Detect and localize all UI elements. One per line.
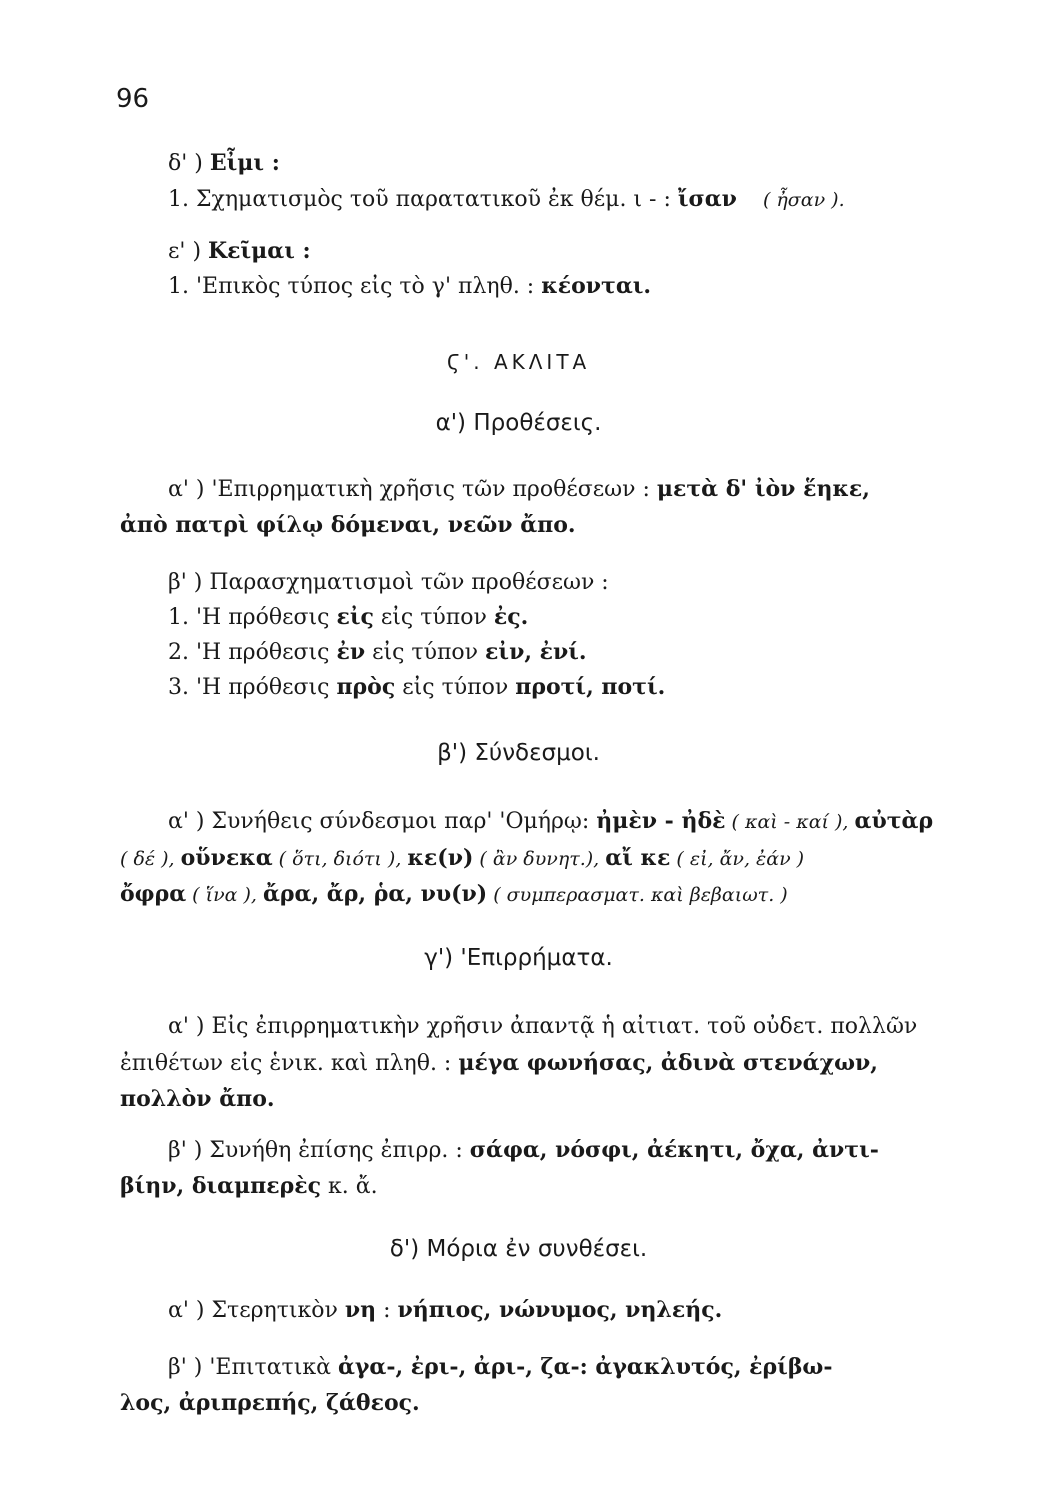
keimai-heading bbox=[168, 238, 988, 265]
protheseis-b-item-1 bbox=[168, 604, 988, 631]
protheseis-b-heading: β' ) Παρασχηματισμοὶ τῶν προθέσεων : bbox=[168, 570, 609, 595]
syndesmoi-a-bold-2: αὐτὰρ bbox=[854, 808, 934, 834]
syndesmoi-line-1 bbox=[168, 808, 988, 835]
epirrimata-a-l2-text: ἐπιθέτων εἰς ἑνικ. καὶ πληθ. : bbox=[120, 1051, 459, 1076]
syndesmoi-l2-bold-2: κε(ν) bbox=[407, 845, 474, 871]
syndesmoi-l2-ital-1: ( δέ ), bbox=[120, 848, 181, 870]
eimi-item-1-bold: ἴσαν bbox=[677, 186, 737, 212]
epirrimata-a-line-1: α' ) Εἰς ἐπιρρηματικὴν χρῆσιν ἀπαντᾷ ἡ αἰτιατ. τοῦ οὐδετ. πολλῶν bbox=[168, 1014, 918, 1039]
eimi-item-1 bbox=[168, 186, 988, 213]
syndesmoi-l2-ital-3: ( ἂν δυνητ.), bbox=[473, 848, 606, 870]
eimi-label: δ' ) bbox=[168, 151, 210, 176]
syndesmoi-a-text: α' ) Συνήθεις σύνδεσμοι παρ' 'Ομήρῳ: bbox=[168, 809, 597, 834]
keimai-label: ε' ) bbox=[168, 239, 209, 264]
syndesmoi-a-bold-1: ἠμὲν - ἠδὲ bbox=[596, 808, 726, 834]
syndesmoi-l3-bold-1: ὄφρα bbox=[120, 881, 187, 907]
protheseis-b1-mid: εἰς τύπον bbox=[373, 605, 494, 630]
protheseis-a-line-1 bbox=[168, 476, 988, 503]
epirrimata-a-line-3: πολλὸν ἄπο. bbox=[120, 1086, 275, 1112]
protheseis-a-text: α' ) 'Επιρρηματικὴ χρῆσις τῶν προθέσεων : bbox=[168, 477, 657, 502]
protheseis-b3-bold2: προτί, ποτί. bbox=[515, 674, 666, 700]
moria-a-text: α' ) Στερητικὸν bbox=[168, 1298, 345, 1323]
protheseis-b-item-2 bbox=[168, 639, 988, 666]
keimai-item-1-bold: κέονται. bbox=[541, 273, 652, 299]
moria-a-bold-2: νήπιος, νώνυμος, νηλεής. bbox=[397, 1297, 723, 1323]
epirrimata-b-bold: σάφα, νόσφι, ἀέκητι, ὄχα, ἀντι- bbox=[469, 1137, 879, 1163]
keimai-word: Κεῖμαι : bbox=[208, 238, 311, 264]
protheseis-a-line-2: ἀπὸ πατρὶ φίλῳ δόμεναι, νεῶν ἄπο. bbox=[120, 512, 576, 538]
syndesmoi-l3-bold-2: ἄρα, ἄρ, ῥα, νυ(ν) bbox=[263, 881, 488, 907]
moria-b-line-2: λος, ἀριπρεπής, ζάθεος. bbox=[120, 1390, 420, 1416]
epirrimata-b-line-1 bbox=[168, 1137, 988, 1164]
eimi-item-1-text: 1. Σχηματισμὸς τοῦ παρατατικοῦ ἐκ θέμ. ι - : bbox=[168, 187, 678, 212]
moria-b-bold: ἀγα-, ἐρι-, ἀρι-, ζα-: ἀγακλυτός, ἐρίβω- bbox=[337, 1354, 833, 1380]
syndesmoi-l3-ital-2: ( συμπερασματ. καὶ βεβαιωτ. ) bbox=[487, 884, 788, 906]
epirrimata-b-line-2 bbox=[120, 1173, 940, 1200]
syndesmoi-l2-ital-4: ( εἰ, ἄν, ἐάν ) bbox=[670, 848, 805, 870]
epirrimata-b-text: β' ) Συνήθη ἐπίσης ἐπιρρ. : bbox=[168, 1138, 470, 1163]
protheseis-b3-text: 3. 'Η πρόθεσις bbox=[168, 675, 337, 700]
eimi-word: Εἶμι : bbox=[209, 150, 280, 176]
protheseis-b2-bold1: ἐν bbox=[336, 639, 366, 665]
protheseis-title: α') Προθέσεις. bbox=[435, 410, 602, 436]
protheseis-b1-bold2: ἐς. bbox=[493, 604, 529, 630]
syndesmoi-l3-ital-1: ( ἵνα ), bbox=[186, 884, 263, 906]
epirrimata-title: γ') 'Επιρρήματα. bbox=[424, 945, 613, 971]
moria-b-line-1 bbox=[168, 1354, 988, 1381]
akleita-title: Ϛ'. ΑΚΛΙΤΑ bbox=[446, 350, 591, 374]
keimai-item-1-text: 1. 'Επικὸς τύπος εἰς τὸ γ' πληθ. : bbox=[168, 274, 542, 299]
epirrimata-a-line-2 bbox=[120, 1050, 940, 1077]
moria-a-mid: : bbox=[376, 1298, 398, 1323]
eimi-heading bbox=[168, 150, 988, 177]
eimi-item-1-ital: ( ἦσαν ). bbox=[762, 189, 845, 211]
protheseis-b2-text: 2. 'Η πρόθεσις bbox=[168, 640, 337, 665]
protheseis-b2-bold2: εἰν, ἐνί. bbox=[485, 639, 587, 665]
syndesmoi-a-ital-1: ( καὶ - καί ), bbox=[725, 811, 855, 833]
epirrimata-a-l2-bold: μέγα φωνήσας, ἀδινὰ στενάχων, bbox=[458, 1050, 878, 1076]
keimai-item-1 bbox=[168, 273, 988, 300]
moria-b-text: β' ) 'Επιτατικὰ bbox=[168, 1355, 338, 1380]
protheseis-a-bold: μετὰ δ' ἰὸν ἕηκε, bbox=[656, 476, 870, 502]
moria-a-line bbox=[168, 1297, 988, 1324]
protheseis-b1-text: 1. 'Η πρόθεσις bbox=[168, 605, 337, 630]
protheseis-b3-mid: εἰς τύπον bbox=[395, 675, 516, 700]
epirrimata-b-l2-text: κ. ἄ. bbox=[321, 1174, 378, 1199]
moria-title: δ') Μόρια ἐν συνθέσει. bbox=[389, 1236, 648, 1262]
syndesmoi-line-3 bbox=[120, 881, 940, 908]
syndesmoi-line-2 bbox=[120, 845, 940, 872]
protheseis-b2-mid: εἰς τύπον bbox=[365, 640, 486, 665]
epirrimata-b-l2-bold: βίην, διαμπερὲς bbox=[120, 1173, 322, 1199]
protheseis-b3-bold1: πρὸς bbox=[336, 674, 396, 700]
protheseis-b-item-3 bbox=[168, 674, 988, 701]
syndesmoi-l2-ital-2: ( ὅτι, διότι ), bbox=[272, 848, 408, 870]
syndesmoi-l2-bold-3: αἴ κε bbox=[605, 845, 671, 871]
page-number: 96 bbox=[116, 84, 150, 114]
moria-a-bold-1: νη bbox=[344, 1297, 377, 1323]
protheseis-b1-bold1: εἰς bbox=[336, 604, 374, 630]
syndesmoi-title: β') Σύνδεσμοι. bbox=[437, 740, 600, 766]
syndesmoi-l2-bold-1: οὕνεκα bbox=[180, 845, 273, 871]
